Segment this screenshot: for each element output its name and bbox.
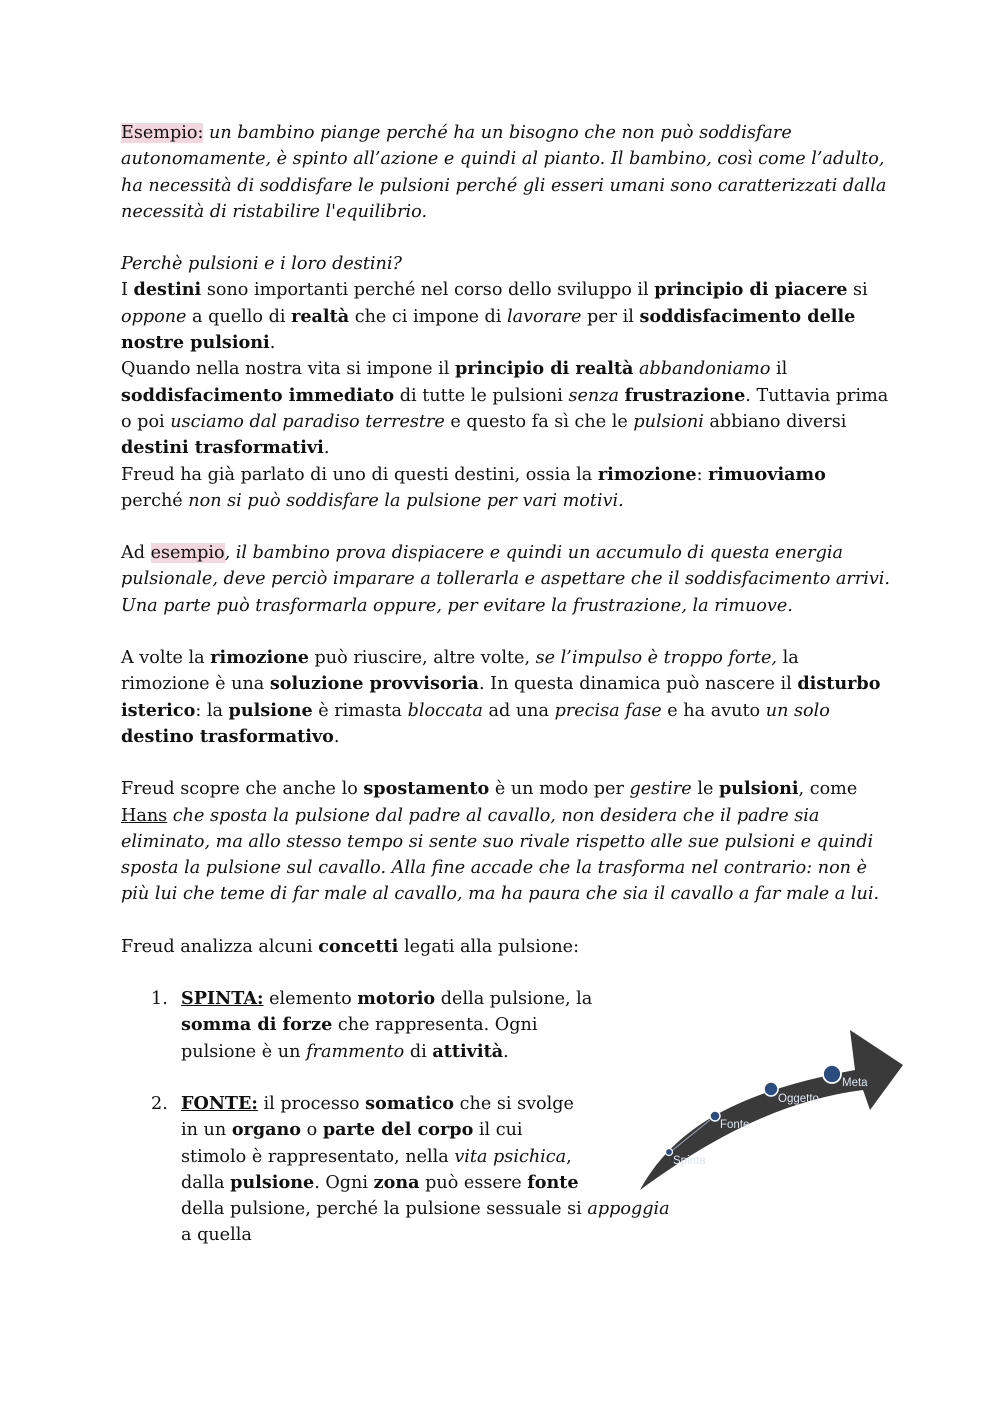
rimozione-paragraph: Freud ha già parlato di uno di questi destini, ossia la rimozione: rimuoviamo perché non si può soddisfare la pulsione per vari motivi. [121, 463, 826, 511]
realta-paragraph: Quando nella nostra vita si impone il principio di realtà abbandoniamo il soddisfacimento immediato di tutte le pulsioni senza frustrazione. Tuttavia prima o poi usciamo dal paradiso terrestre e questo fa sì che le pulsioni abbiano diversi destini trasformativi. [121, 358, 889, 459]
example-label: Esempio: [121, 123, 204, 143]
example-label-2: esempio [150, 543, 225, 564]
isterico-paragraph: A volte la rimozione può riuscire, altre volte, se l’impulso è troppo forte, la rimozione è una soluzione provvisoria. In questa dinamica può nascere il disturbo isterico: la pulsione è rimasta bloccata ad una precisa fase e ha avuto un solo destino trasformativo. [121, 647, 881, 747]
second-example-paragraph: Ad esempio, il bambino prova dispiacere e quindi un accumulo di questa energia pulsionale, deve perciò imparare a tollerarla e aspettare che il soddisfacimento arrivi. Una parte può trasformarla oppure, per evitare la frustrazione, la rimuove. [121, 543, 891, 616]
svg-text:Fonte: Fonte [720, 1119, 750, 1131]
spostamento-paragraph: Freud scopre che anche lo spostamento è un modo per gestire le pulsioni, come Hans che sposta la pulsione dal padre al cavallo, non desidera che il padre sia eliminato, ma allo stesso tempo si sente suo rivale rispetto alle sue pulsioni e quindi sposta la pulsione sul cavallo. Alla fine accade che la trasforma nel contrario: non è più lui che teme di far male al cavallo, ma ha paura che sia il cavallo a far male a lui. [121, 778, 880, 905]
pulsion-arrow-diagram [635, 1015, 910, 1195]
concetti-intro: Freud analizza alcuni concetti legati alla pulsione: [121, 935, 579, 957]
list-item-spinta: 1. SPINTA: elemento motorio della pulsione, la somma di forze che rappresenta. Ogni pulsione è un frammento di attività. [151, 988, 593, 1062]
hans-link: Hans [121, 805, 168, 826]
svg-text:Spinta: Spinta [673, 1155, 706, 1167]
list-item-fonte: 2. FONTE: il processo somatico che si svolge in un organo o parte del corpo il cui stimolo è rappresentato, nella vita psichica, dalla pulsione. Ogni zona può essere fonte della pulsione, perché la pulsione sessuale si appoggia a quella [151, 1092, 670, 1246]
destini-paragraph: I destini sono importanti perché nel corso dello sviluppo il principio di piacere si oppone a quello di realtà che ci impone di lavorare per il soddisfacimento delle nostre pulsioni. [121, 279, 868, 354]
example-paragraph: Esempio: un bambino piange perché ha un bisogno che non può soddisfare autonomamente, è spinto all’azione e quindi al pianto. Il bambino, così come l’adulto, ha necessità di soddisfare le pulsioni perché gli esseri umani sono caratterizzati dalla necessità di ristabilire l'equilibrio. [121, 123, 887, 222]
question-heading: Perchè pulsioni e i loro destini? [121, 254, 402, 275]
svg-text:Oggetto: Oggetto [778, 1093, 819, 1105]
svg-text:Meta: Meta [842, 1077, 868, 1089]
